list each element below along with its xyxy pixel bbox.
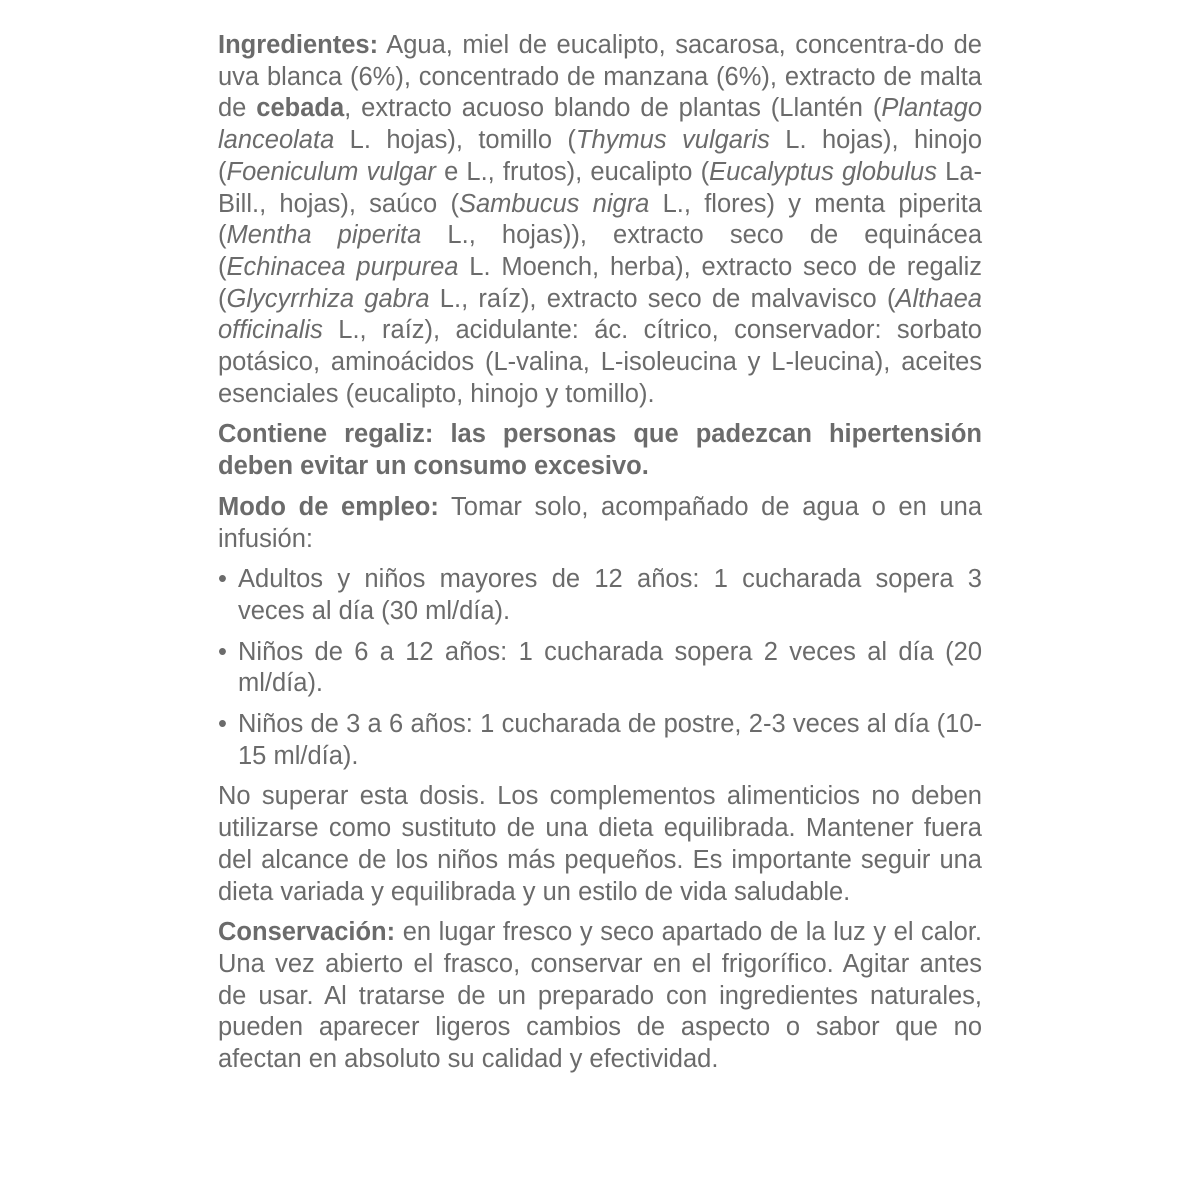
species-name: Sambucus nigra [458,189,650,218]
ingredients-text: L., flores) y menta piperita ( [218,189,982,250]
ingredients-text: L., raíz), extracto seco de malvavisco ( [429,284,896,313]
ingredients-text: L., hojas)), extracto seco de equinácea ( [218,221,982,281]
ingredients-text: La-Bill., hojas), saúco ( [218,157,982,218]
ingredients-text: Agua, miel de eucalipto, sacarosa, concentra-do de uva blanca (6%), concentrado de manzana (6%), extracto de malta de [218,31,982,123]
conservation-heading: Conservación: [218,918,396,947]
bullet-icon: • [218,565,227,594]
species-name: Althaea officinalis [218,284,982,345]
usage-paragraph [218,492,982,555]
dosage-item-text: Niños de 6 a 12 años: 1 cucharada sopera 2 veces al día (20 ml/día). [238,637,982,698]
species-name: Plantago lanceolata [218,94,983,155]
dosage-list-item [218,564,982,627]
ingredients-text: e L., frutos), eucalipto ( [435,157,710,186]
product-label-text [218,30,982,1085]
conservation-text: en lugar fresco y seco apartado de la luz y el calor. Una vez abierto el frasco, conservar en el frigorífico. Agitar antes de usar. Al tratarse de un preparado con ingredientes naturales, pueden aparecer ligeros cambios de aspecto o sabor que no afectan en absoluto su calidad y efectividad. [218,918,982,1074]
usage-heading: Modo de empleo: [218,492,439,521]
dosage-list-item [218,637,982,700]
ingredients-text: L. hojas), tomillo ( [334,126,576,155]
species-name: Foeniculum vulgar [226,157,436,186]
usage-text: Tomar solo, acompañado de agua o en una infusión: [218,492,982,553]
bullet-icon: • [218,710,227,739]
licorice-warning [218,419,982,482]
species-name: Mentha piperita [226,221,422,250]
ingredients-paragraph [218,30,982,410]
bullet-icon: • [218,637,227,666]
licorice-warning-text: Contiene regaliz: las personas que padezcan hipertensión deben evitar un consumo excesivo. [218,420,982,481]
ingredients-allergen-cebada: cebada [256,94,345,123]
species-name: Eucalyptus globulus [709,157,937,186]
ingredients-text: L., raíz), acidulante: ác. cítrico, conservador: sorbato potásico, aminoácidos (L-valina, L-isoleucina y L-leucina), aceites esenciales (eucalipto, hinojo y tomillo). [218,316,982,408]
dosage-list-item [218,709,982,772]
ingredients-text: L. hojas), hinojo ( [218,126,982,186]
species-name: Echinacea purpurea [226,252,459,281]
ingredients-text: L. Moench, herba), extracto seco de regaliz ( [218,252,982,313]
dosage-item-text: Adultos y niños mayores de 12 años: 1 cucharada sopera 3 veces al día (30 ml/día). [238,565,982,625]
ingredients-heading: Ingredientes: [218,31,379,59]
dosage-item-text: Niños de 3 a 6 años: 1 cucharada de postre, 2-3 veces al día (10-15 ml/día). [238,710,982,770]
species-name: Thymus vulgaris [575,126,770,155]
dose-notice: No superar esta dosis. Los complementos alimenticios no deben utilizarse como sustituto de una dieta equilibrada. Mantener fuera del alcance de los niños más pequeños. Es importante seguir una dieta variada y equilibrada y un estilo de vida saludable. [218,782,982,906]
conservation-paragraph [218,917,982,1076]
ingredients-text: , extracto acuoso blando de plantas (Llantén ( [344,94,882,123]
species-name: Glycyrrhiza gabra [226,284,430,313]
